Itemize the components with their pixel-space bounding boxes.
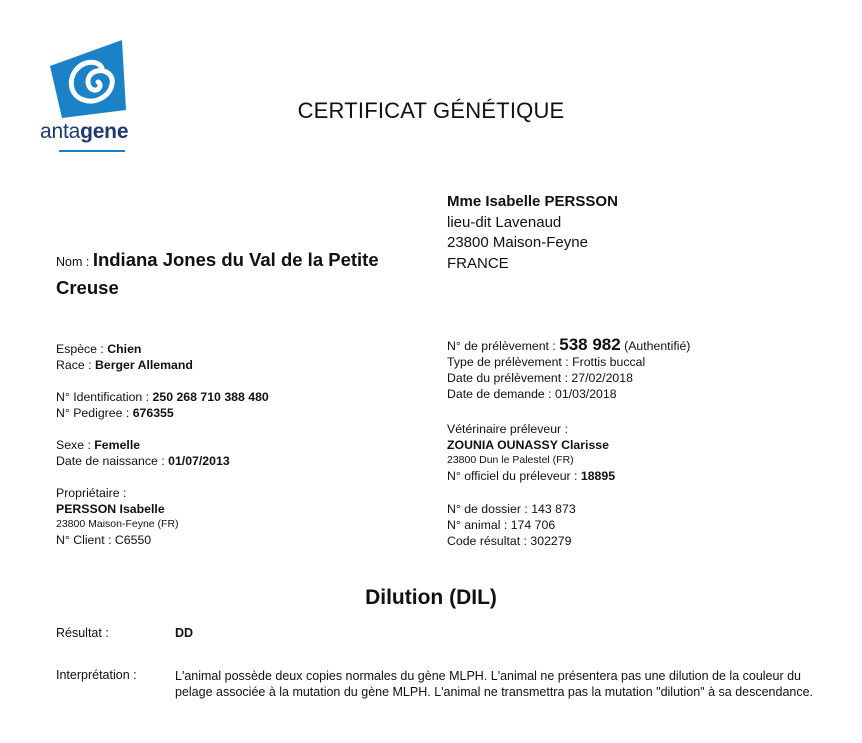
- vet-label: Vétérinaire préleveur :: [447, 422, 568, 436]
- animal-identification: [56, 389, 416, 421]
- sample-date-value: 27/02/2018: [571, 371, 633, 385]
- logo-underline: [59, 150, 125, 152]
- owner-name: PERSSON Isabelle: [56, 502, 165, 516]
- id-label: N° Identification :: [56, 390, 153, 404]
- animal-name-label: Nom :: [56, 255, 93, 269]
- animal-number-row: [447, 517, 847, 533]
- certificate-title: [0, 98, 862, 124]
- interpretation-text: L'animal possède deux copies normales du gène MLPH. L'animal ne présentera pas une dilution de la couleur du pelage associée à la mutation du gène MLPH. L'animal ne transmettra pas la mutation "dilution" à sa descendance.: [175, 669, 814, 699]
- owner-label: Propriétaire :: [56, 486, 127, 500]
- test-title: Dilution (DIL): [365, 586, 497, 609]
- sample-number-row: [447, 337, 847, 354]
- result-code-value: 302279: [530, 534, 572, 548]
- species-value: Chien: [107, 342, 142, 356]
- animal-species-breed: [56, 341, 416, 373]
- result-value: DD: [175, 626, 194, 640]
- animal-name: Indiana Jones du Val de la Petite Creuse: [56, 249, 379, 298]
- pedigree-value: 676355: [132, 406, 174, 420]
- sample-block: [447, 337, 847, 402]
- logo-text-normal: anta: [40, 120, 81, 143]
- sample-type-row: [447, 354, 847, 370]
- result-label: Résultat :: [56, 626, 109, 640]
- dossier-label: N° de dossier :: [447, 502, 532, 516]
- birth-label: Date de naissance :: [56, 454, 169, 468]
- vet-block: [447, 421, 847, 484]
- species-label: Espèce :: [56, 342, 108, 356]
- request-date-value: 01/03/2018: [555, 387, 617, 401]
- certificate-title-text: CERTIFICAT GÉNÉTIQUE: [297, 98, 565, 123]
- owner-block: [56, 485, 416, 548]
- sample-date-row: [447, 370, 847, 386]
- sex-value: Femelle: [94, 438, 141, 452]
- pedigree-row: [56, 405, 416, 421]
- species-row: [56, 341, 416, 357]
- address-line1: lieu-dit Lavenaud: [447, 213, 562, 231]
- result-code-row: [447, 533, 847, 549]
- sample-type-value: Frottis buccal: [572, 355, 646, 369]
- id-row: [56, 389, 416, 405]
- sample-number-value: 538 982: [559, 335, 621, 354]
- client-row: [56, 532, 416, 548]
- breed-label: Race :: [56, 358, 95, 372]
- interpretation-label: Interprétation :: [56, 668, 137, 682]
- result-code-label: Code résultat :: [447, 534, 531, 548]
- id-value: 250 268 710 388 480: [152, 390, 269, 404]
- file-block: [447, 501, 847, 549]
- dossier-row: [447, 501, 847, 517]
- address-line2: 23800 Maison-Feyne: [447, 234, 588, 251]
- sample-date-label: Date du prélèvement :: [447, 371, 572, 385]
- client-value: C6550: [114, 533, 152, 547]
- birth-row: [56, 453, 416, 469]
- request-date-row: [447, 386, 847, 402]
- address-name: Mme Isabelle PERSSON: [447, 193, 618, 210]
- owner-address-block: [447, 192, 618, 274]
- vet-official-label: N° officiel du préleveur :: [447, 469, 581, 483]
- vet-official-row: [447, 468, 847, 484]
- animal-number-value: 174 706: [510, 518, 556, 532]
- logo-text-bold: gene: [80, 120, 129, 143]
- vet-official-value: 18895: [580, 469, 616, 483]
- request-date-label: Date de demande :: [447, 387, 556, 401]
- breed-row: [56, 357, 416, 373]
- sample-number-label: N° de prélèvement :: [447, 339, 560, 353]
- vet-city: 23800 Dun le Palestel (FR): [447, 454, 574, 466]
- animal-sex-birth: [56, 437, 416, 469]
- dossier-value: 143 873: [531, 502, 576, 516]
- client-label: N° Client :: [56, 533, 115, 547]
- vet-name: ZOUNIA OUNASSY Clarisse: [447, 438, 609, 452]
- sample-type-label: Type de prélèvement :: [447, 355, 573, 369]
- birth-value: 01/07/2013: [168, 454, 230, 468]
- pedigree-label: N° Pedigree :: [56, 406, 133, 420]
- owner-city: 23800 Maison-Feyne (FR): [56, 518, 179, 530]
- sample-number-suffix: (Authentifié): [620, 339, 691, 353]
- breed-value: Berger Allemand: [94, 358, 193, 372]
- address-line3: FRANCE: [447, 254, 509, 272]
- sex-row: [56, 437, 416, 453]
- animal-number-label: N° animal :: [447, 518, 511, 532]
- sex-label: Sexe :: [56, 438, 95, 452]
- animal-name-block: [56, 247, 396, 301]
